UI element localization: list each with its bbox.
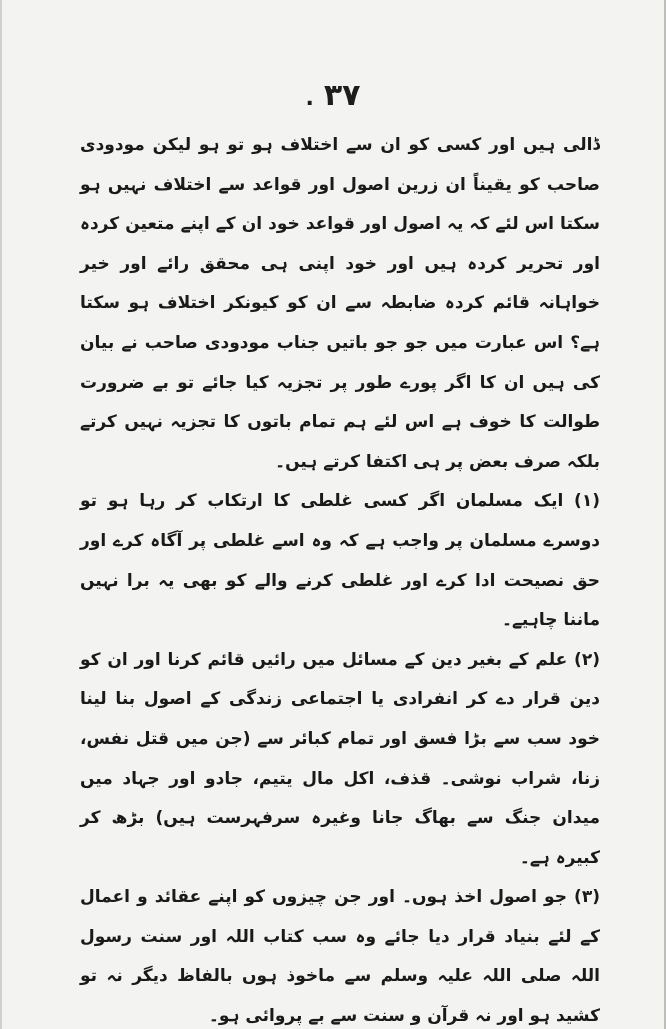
paragraph-point-3: (۳) جو اصول اخذ ہوں۔ اور جن چیزوں کو اپنے عقائد و اعمال کے لئے بنیاد قرار دیا جائے وہ سب کتاب اللہ اور سنت رسول اللہ صلی اللہ علیہ وسلم سے ماخوذ ہوں بالفاظ دیگر نہ تو کشید ہو اور نہ قرآن و سنت سے بے پروائی ہو۔ <box>80 887 600 1027</box>
body-text <box>80 126 600 1029</box>
page-number-dot: . <box>305 86 314 111</box>
paragraph-point-1: (۱) ایک مسلمان اگر کسی غلطی کا ارتکاب کر رہا ہو تو دوسرے مسلمان پر واجب ہے کہ وہ اسے غلطی پر آگاہ کرے اور حق نصیحت ادا کرے اور غلطی کرنے والے کو بھی یہ برا نہیں ماننا چاہیے۔ <box>80 491 600 631</box>
paragraph-intro: ڈالی ہیں اور کسی کو ان سے اختلاف ہو تو ہو لیکن مودودی صاحب کو یقیناً ان زرین اصول اور قواعد سے اختلاف نہیں ہو سکتا اس لئے کہ یہ اصول اور قواعد خود ان کے اپنے متعین کردہ اور تحریر کردہ ہیں اور خود اپنی ہی محقق رائے اور خیر خواہانہ قائم کردہ ضابطہ سے ان کو کیونکر اختلاف ہو سکتا ہے؟ اس عبارت میں جو جو باتیں جناب مودودی صاحب نے بیان کی ہیں ان کا اگر پورے طور پر تجزیہ کیا جائے تو بے ضرورت طوالت کا خوف ہے اس لئے ہم تمام باتوں کا تجزیہ نہیں کرتے بلکہ صرف بعض پر ہی اکتفا کرتے ہیں۔ <box>80 135 600 472</box>
page-number-text: ۳۷ <box>323 78 361 113</box>
page-number <box>2 78 664 113</box>
paragraph-point-2: (۲) علم کے بغیر دین کے مسائل میں رائیں قائم کرنا اور ان کو دین قرار دے کر انفرادی یا اجتماعی زندگی کے اصول بنا لینا خود سب سے بڑا فسق اور تمام کبائر سے (جن میں قتل نفس، زنا، شراب نوشی۔ قذف، اکل مال یتیم، جادو اور جہاد میں میدان جنگ سے بھاگ جانا وغیرہ سرفہرست ہیں) بڑھ کر کبیرہ ہے۔ <box>80 649 600 868</box>
